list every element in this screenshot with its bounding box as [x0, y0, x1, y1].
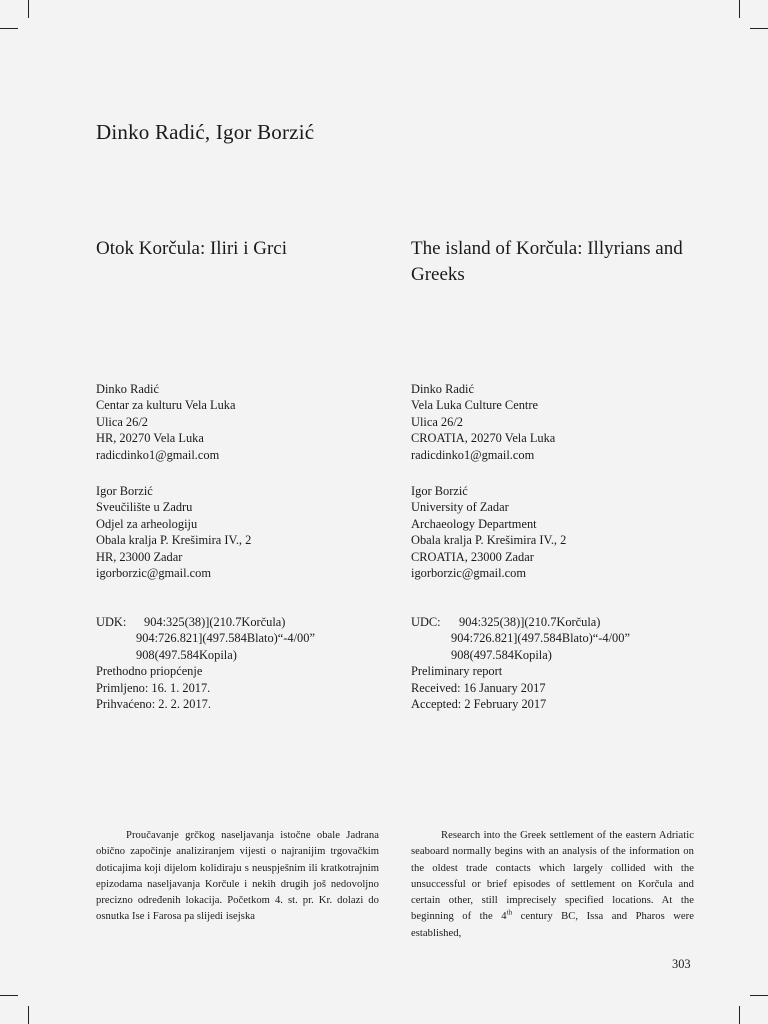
author2-affiliation-hr: [96, 483, 386, 581]
title-croatian: Otok Korčula: Iliri i Grci: [96, 238, 288, 259]
institution: Centar za kulturu Vela Luka: [96, 398, 236, 413]
email-link[interactable]: igorborzic@gmail.com: [411, 566, 526, 581]
ordinal-superscript: th: [506, 908, 513, 917]
classification-en: [411, 614, 711, 712]
abstract-text: century BC, Issa and Pharos were established,: [411, 911, 694, 939]
received-date: Received: 16 January 2017: [411, 680, 546, 695]
udk-code: 904:726.821](497.584Blato)“-4/00”: [136, 631, 315, 646]
article-type: Preliminary report: [411, 664, 503, 679]
author1-affiliation-en: [411, 381, 711, 463]
department: Odjel za arheologiju: [96, 516, 198, 531]
department: Archaeology Department: [411, 516, 537, 531]
street-address: Obala kralja P. Krešimira IV., 2: [96, 533, 252, 548]
page-number: 303: [672, 957, 691, 971]
email-link[interactable]: igorborzic@gmail.com: [96, 566, 211, 581]
postal-address: CROATIA, 20270 Vela Luka: [411, 431, 556, 446]
abstract-paragraph: Proučavanje grčkog naseljavanja istočne obale Jadrana obično započinje analiziranjem vijesti o najranijim trgovačkim doticajima koji dijelom kolidiraju s neuspješnim ili kratkotrajnim epizodama naseljavanja Korčule i nekih drugih još nedovoljno precizno određenih lokacija. Početkom 4. st. pr. Kr. dolazi do osnutka Ise i Farosa pa slijedi isejska: [96, 830, 379, 923]
received-date: Primljeno: 16. 1. 2017.: [96, 680, 211, 695]
accepted-date: Accepted: 2 February 2017: [411, 697, 547, 712]
classification-hr: [96, 614, 386, 712]
udc-code: 904:325(38)](210.7Korčula): [459, 615, 601, 629]
email-link[interactable]: radicdinko1@gmail.com: [96, 447, 220, 462]
udc-code: 908(497.584Kopila): [451, 647, 552, 662]
udc-row: [411, 614, 711, 630]
crop-mark: [739, 1006, 740, 1024]
author1-affiliation-hr: [96, 381, 386, 463]
street-address: Ulica 26/2: [411, 414, 463, 429]
udk-row: [96, 614, 386, 630]
abstract-english: [411, 828, 694, 942]
udc-label: UDC:: [411, 615, 441, 629]
author-name: Dinko Radić: [411, 382, 474, 396]
udc-code: 904:726.821](497.584Blato)“-4/00”: [451, 631, 630, 646]
postal-address: CROATIA, 23000 Zadar: [411, 549, 534, 564]
crop-mark: [0, 995, 18, 996]
author-name: Igor Borzić: [411, 484, 468, 498]
abstract-croatian: [96, 828, 379, 926]
institution: Vela Luka Culture Centre: [411, 398, 538, 413]
email-link[interactable]: radicdinko1@gmail.com: [411, 447, 535, 462]
postal-address: HR, 20270 Vela Luka: [96, 431, 204, 446]
abstract-paragraph: [411, 828, 694, 942]
udk-code: 908(497.584Kopila): [136, 647, 237, 662]
title-english: The island of Korčula: Illyrians and Greeks: [411, 238, 683, 285]
authors-heading: Dinko Radić, Igor Borzić: [96, 120, 315, 144]
crop-mark: [750, 995, 768, 996]
street-address: Obala kralja P. Krešimira IV., 2: [411, 533, 567, 548]
abstract-text: Research into the Greek settlement of the eastern Adriatic seaboard normally begins with an analysis of the information on the oldest trade contacts which largely collided with the unsuccessful or brief episodes of settlement on Korčula and certain other, still imprecisely specified locations. At the beginning of the 4: [411, 830, 694, 923]
crop-mark: [750, 28, 768, 29]
crop-mark: [0, 28, 18, 29]
street-address: Ulica 26/2: [96, 414, 148, 429]
crop-mark: [28, 0, 29, 18]
postal-address: HR, 23000 Zadar: [96, 549, 183, 564]
author2-affiliation-en: [411, 483, 711, 581]
author-name: Dinko Radić: [96, 382, 159, 396]
udk-label: UDK:: [96, 615, 127, 629]
crop-mark: [739, 0, 740, 18]
accepted-date: Prihvaćeno: 2. 2. 2017.: [96, 697, 211, 712]
author-name: Igor Borzić: [96, 484, 153, 498]
udk-code: 904:325(38)](210.7Korčula): [144, 615, 286, 629]
article-type: Prethodno priopćenje: [96, 664, 203, 679]
institution: Sveučilište u Zadru: [96, 500, 193, 515]
institution: University of Zadar: [411, 500, 509, 515]
crop-mark: [28, 1006, 29, 1024]
